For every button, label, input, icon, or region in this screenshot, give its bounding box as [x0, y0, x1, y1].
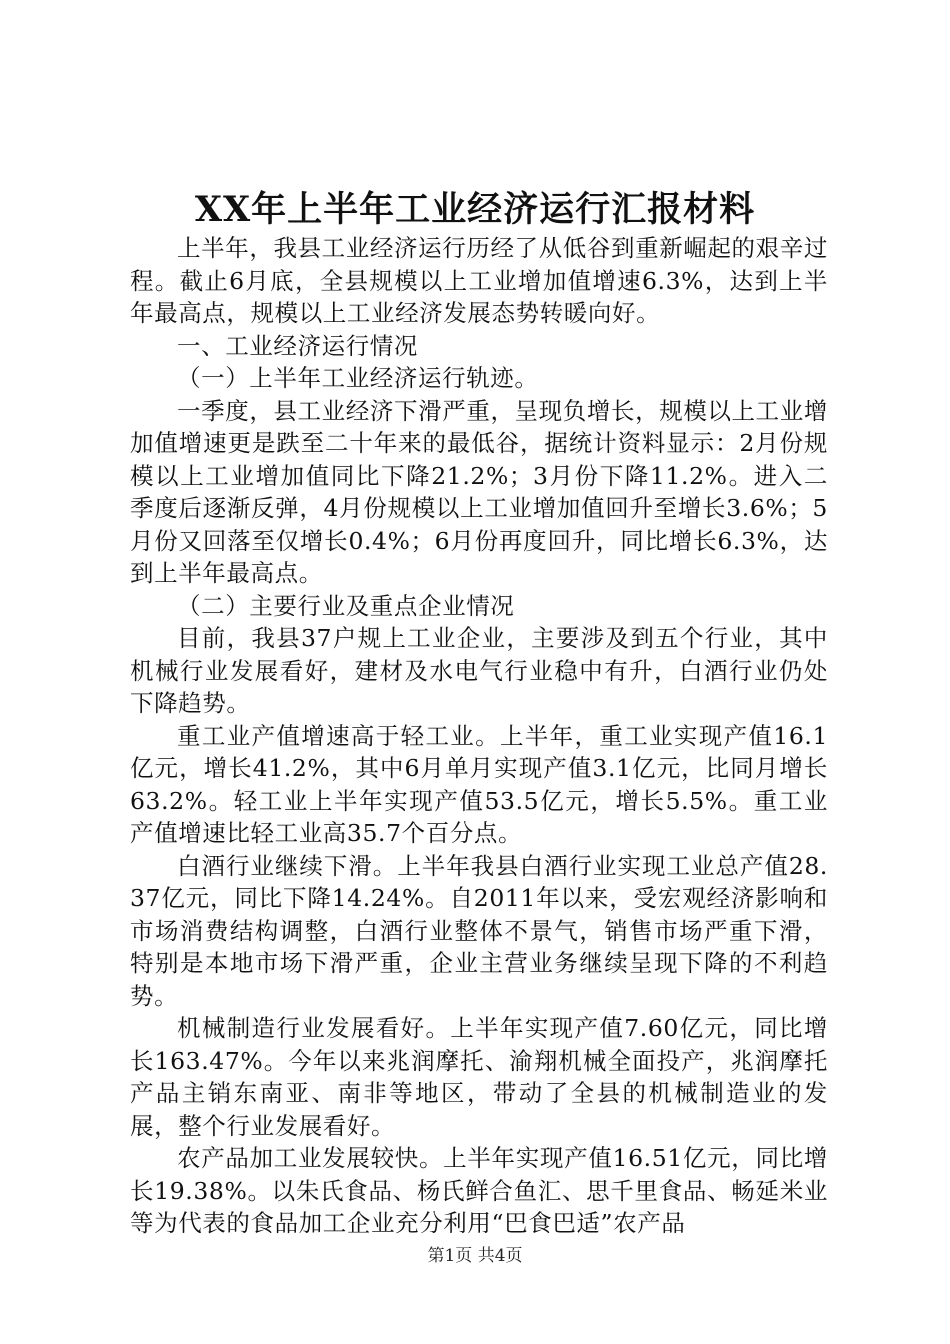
- paragraph-machinery-industry: 机械制造行业发展看好。上半年实现产值7.60亿元，同比增长163.47%。今年以来兆润摩托、渝翔机械全面投产，兆润摩托产品主销东南亚、南非等地区，带动了全县的机械制造业的发展，整个行业发展看好。: [130, 1014, 828, 1140]
- paragraph-agri-processing: 农产品加工业发展较快。上半年实现产值16.51亿元，同比增长19.38%。以朱氏食品、杨氏鲜合鱼汇、思千里食品、畅延米业等为代表的食品加工企业充分利用“巴食巴适”农产品: [130, 1144, 828, 1237]
- document-body: [130, 232, 828, 1240]
- paragraph-q1-trend: 一季度，县工业经济下滑严重，呈现负增长，规模以上工业增加值增速更是跌至二十年来的最低谷，据统计资料显示：2月份规模以上工业增加值同比下降21.2%；3月份下降11.2%。进入二季度后逐渐反弹，4月份规模以上工业增加值回升至增长3.6%；5月份又回落至仅增长0.4%；6月份再度回升，同比增长6.3%，达到上半年最高点。: [130, 396, 828, 587]
- paragraph-enterprises: 目前，我县37户规上工业企业，主要涉及到五个行业，其中机械行业发展看好，建材及水电气行业稳中有升，白酒行业仍处下降趋势。: [130, 624, 828, 717]
- page-footer: 第1页 共4页: [427, 1246, 523, 1266]
- subsection-heading-2: （二）主要行业及重点企业情况: [177, 591, 515, 620]
- paragraph-liquor-industry: 白酒行业继续下滑。上半年我县白酒行业实现工业总产值28.37亿元，同比下降14.24%。自2011年以来，受宏观经济影响和市场消费结构调整，白酒行业整体不景气，销售市场严重下滑，特别是本地市场下滑严重，企业主营业务继续呈现下降的不利趋势。: [130, 851, 828, 1010]
- document-title: XX年上半年工业经济运行汇报材料: [194, 189, 756, 230]
- paragraph-heavy-industry: 重工业产值增速高于轻工业。上半年，重工业实现产值16.1亿元，增长41.2%，其中6月单月实现产值3.1亿元，比同月增长63.2%。轻工业上半年实现产值53.5亿元，增长5.5%。重工业产值增速比轻工业高35.7个百分点。: [130, 721, 828, 847]
- paragraph-intro: 上半年，我县工业经济运行历经了从低谷到重新崛起的艰辛过程。截止6月底，全县规模以上工业增加值增速6.3%，达到上半年最高点，规模以上工业经济发展态势转暖向好。: [130, 234, 828, 327]
- section-heading-1: 一、工业经济运行情况: [177, 331, 418, 360]
- subsection-heading-1: （一）上半年工业经济运行轨迹。: [177, 364, 539, 392]
